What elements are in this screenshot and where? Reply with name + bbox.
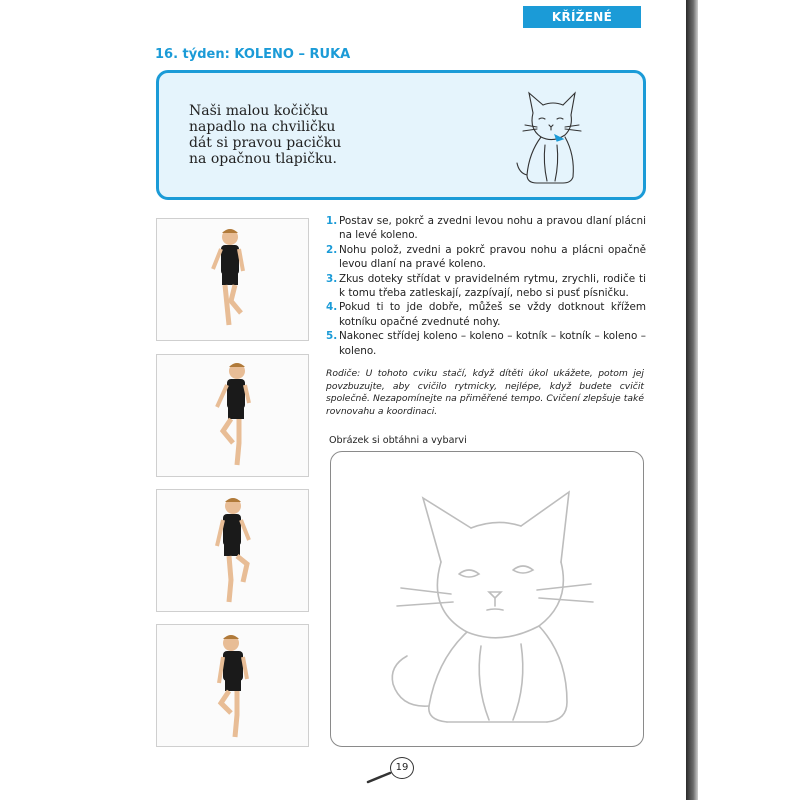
- step-item: [326, 243, 646, 272]
- step-number: 3.: [326, 272, 338, 285]
- step-item: [326, 272, 646, 301]
- child-exercise-figure: [157, 490, 308, 611]
- step-text: Postav se, pokrč a zvedni levou nohu a pravou dlaní plácni na levé koleno.: [339, 215, 646, 242]
- poem: [189, 103, 341, 167]
- step-text: Nakonec střídej koleno – koleno – kotník – kotník – koleno – koleno.: [339, 330, 646, 357]
- section-tab: KŘÍŽENÉ POHYBY: [523, 6, 641, 28]
- exercise-photo-1: [156, 218, 309, 341]
- poem-line: dát si pravou pacičku: [189, 135, 342, 151]
- step-text: Nohu polož, zvedni a pokrč pravou nohu a plácni opačně levou dlaní na pravé koleno.: [339, 243, 646, 271]
- parent-note: Rodiče: U tohoto cviku stačí, když dítěti úkol ukážete, potom jej povzbuzujte, aby cvičilo rytmicky, nejlépe, když budete cvičit společně. Nezapomínejte na přiměřené tempo. Cvičení zlepšuje také rovnovahu a koordinaci.: [326, 368, 644, 417]
- exercise-photo-4: [156, 624, 309, 747]
- step-item: [326, 214, 646, 243]
- drawing-area: [330, 451, 644, 747]
- step-item: [326, 300, 646, 329]
- step-number: 4.: [326, 301, 338, 314]
- exercise-photo-3: [156, 489, 309, 612]
- poem-line: napadlo na chviličku: [189, 119, 336, 135]
- poem-box: [156, 70, 646, 200]
- child-exercise-figure: [157, 355, 308, 476]
- week-title: 16. týden: KOLENO – RUKA: [155, 47, 351, 62]
- step-item: [326, 329, 646, 358]
- cat-sketch-icon: [511, 83, 591, 187]
- exercise-photo-2: [156, 354, 309, 477]
- page-edge-shadow: [686, 0, 698, 800]
- child-exercise-figure: [157, 219, 308, 340]
- drawing-label: Obrázek si obtáhni a vybarvi: [329, 435, 467, 446]
- step-number: 5.: [326, 330, 338, 343]
- step-number: 1.: [326, 215, 338, 227]
- page-number: 19: [390, 757, 414, 779]
- child-exercise-figure: [157, 625, 308, 746]
- poem-line: Naši malou kočičku: [189, 103, 329, 119]
- step-text: Zkus doteky střídat v pravidelném rytmu, zrychli, rodiče ti k tomu třeba zatleskají, zazpívají, nebo si pusť písničku.: [339, 272, 646, 300]
- magnifier-handle-icon: [366, 770, 394, 784]
- poem-line: na opačnou tlapičku.: [189, 151, 337, 167]
- exercise-steps: [326, 214, 646, 358]
- cat-outline-icon: [371, 470, 611, 732]
- step-text: Pokud ti to jde dobře, můžeš se vždy dotknout křížem kotníku opačné zvednuté nohy.: [339, 301, 646, 328]
- step-number: 2.: [326, 243, 338, 256]
